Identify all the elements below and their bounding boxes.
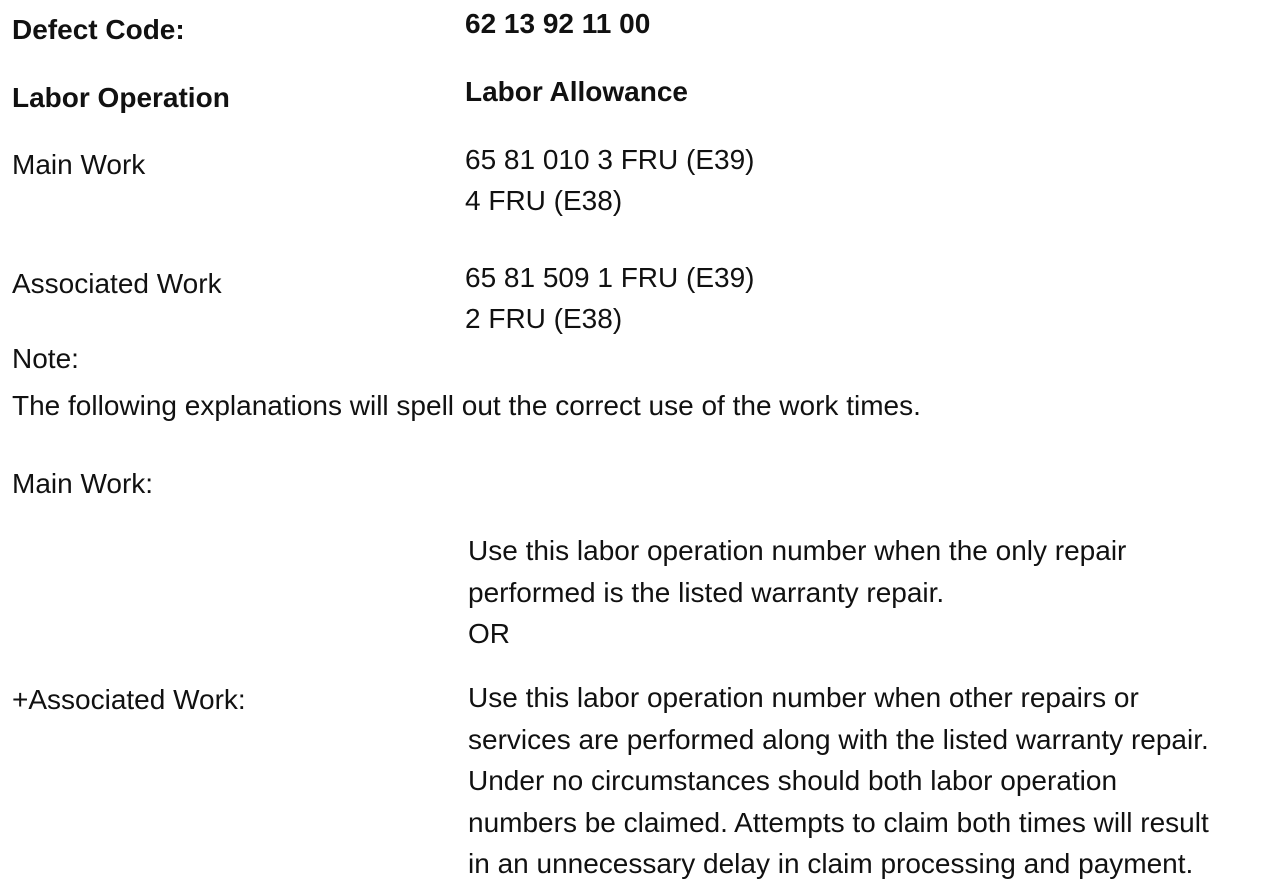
explanation-line: in an unnecessary delay in claim processing and payment. [468, 848, 1194, 879]
main-work-explanation-text [468, 530, 1268, 655]
associated-work-value-line: 2 FRU (E38) [465, 303, 623, 334]
main-work-explanation-label: Main Work: [12, 468, 154, 499]
note-text: The following explanations will spell out the correct use of the work times. [12, 390, 921, 421]
explanation-line: OR [468, 618, 510, 649]
defect-code-value: 62 13 92 11 00 [465, 8, 651, 39]
defect-code-label: Defect Code: [12, 14, 185, 45]
labor-allowance-heading: Labor Allowance [465, 76, 689, 107]
explanation-line: Use this labor operation number when other repairs or [468, 682, 1139, 713]
labor-operation-heading: Labor Operation [12, 82, 230, 113]
main-work-value-line: 65 81 010 3 FRU (E39) [465, 144, 755, 175]
explanation-line: Under no circumstances should both labor operation [468, 765, 1118, 796]
explanation-line: Use this labor operation number when the only repair [468, 535, 1127, 566]
note-label: Note: [12, 343, 79, 374]
explanation-line: performed is the listed warranty repair. [468, 576, 945, 608]
associated-work-explanation-label: +Associated Work: [12, 684, 246, 715]
main-work-label: Main Work [12, 149, 146, 180]
explanation-line: numbers be claimed. Attempts to claim both times will result [468, 806, 1209, 838]
associated-work-label: Associated Work [12, 268, 222, 299]
associated-work-explanation-text [468, 677, 1268, 885]
main-work-value-line: 4 FRU (E38) [465, 185, 623, 216]
explanation-line: services are performed along with the listed warranty repair. [468, 723, 1209, 755]
associated-work-value-line: 65 81 509 1 FRU (E39) [465, 262, 755, 293]
